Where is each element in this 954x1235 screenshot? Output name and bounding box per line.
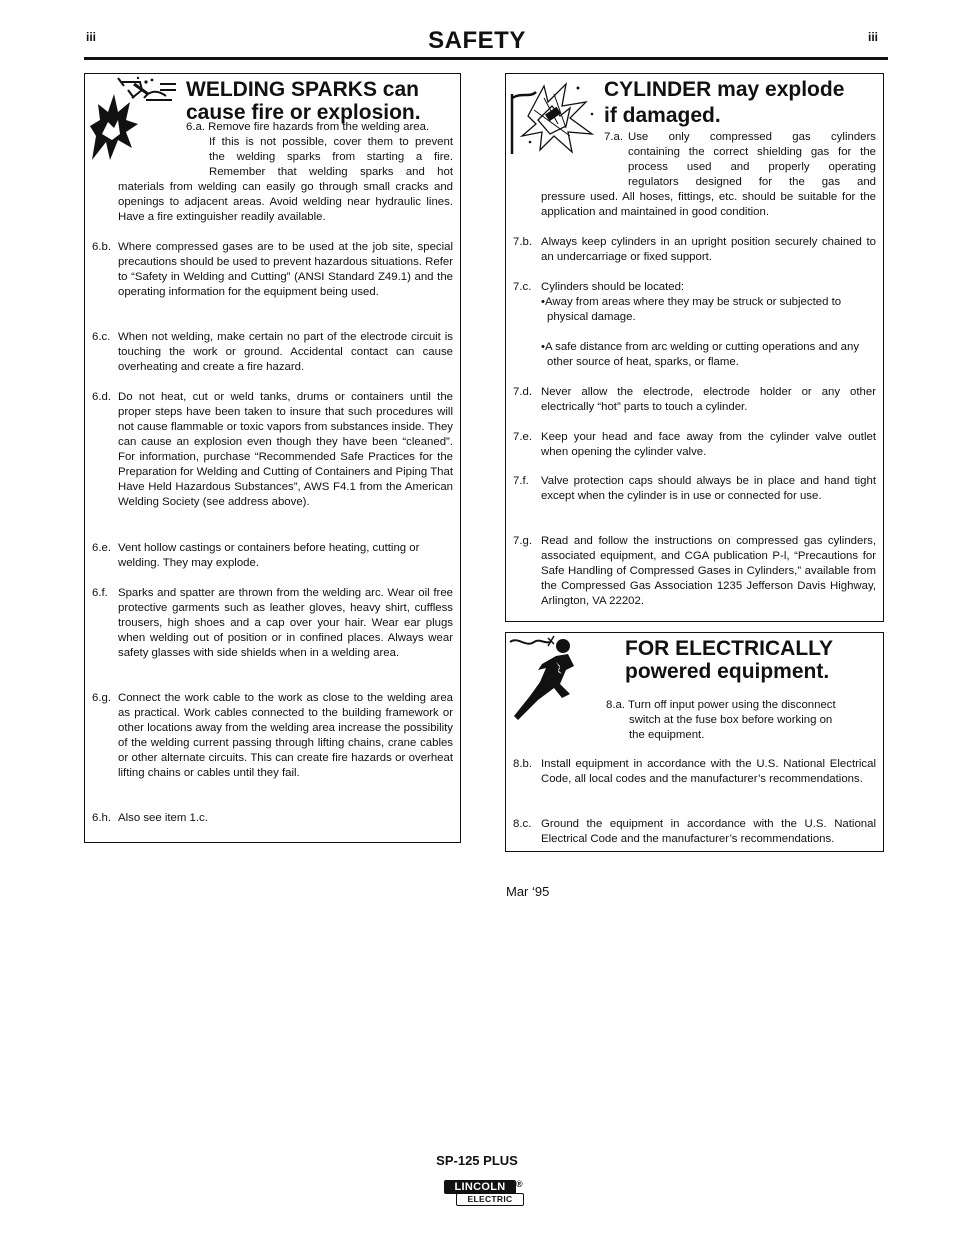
revision-date: Mar ‘95 (506, 884, 550, 899)
electric-shock-icon (508, 634, 578, 722)
item-7f-number: 7.f. (513, 475, 529, 487)
electrical-heading-line2: powered equipment. (625, 660, 830, 683)
item-8a-line1: 8.a. Turn off input power using the disconnect (606, 699, 836, 711)
welding-sparks-heading-line1: WELDING SPARKS can (186, 78, 419, 101)
item-6f-text: Sparks and spatter are thrown from the welding arc. Wear oil free protective garments such as leather gloves, heavy shirt, cuffless trousers, high shoes and a cap over your hair. Wear ear plugs when welding out of position or in confined places. Always wear safety glasses with side shields when in a welding area. (118, 587, 453, 659)
item-7e-text: Keep your head and face away from the cylinder valve outlet when opening the cylinder valve. (541, 431, 876, 458)
item-8b-text: Install equipment in accordance with the U.S. National Electrical Code, all local codes and the manufacturer’s recommendations. (541, 758, 876, 785)
item-7c-bullet-1: •Away from areas where they may be struck or subjected to physical damage. (541, 296, 842, 323)
item-6g-number: 6.g. (92, 692, 111, 704)
item-6a-line2: If this is not possible, cover them to prevent (209, 136, 453, 148)
item-6c-text: When not welding, make certain no part of the electrode circuit is touching the work or ground. Accidental contact can cause overheating and create a fire hazard. (118, 331, 453, 373)
item-7a-continued: pressure used. All hoses, fittings, etc. should be suitable for the application and maintained in good condition. (541, 191, 876, 218)
logo-top-text: LINCOLN (454, 1181, 506, 1193)
page-number-right: iii (868, 30, 879, 44)
item-7c-text: Cylinders should be located: (541, 281, 685, 293)
page-number-left: iii (86, 30, 97, 44)
item-6h-text: Also see item 1.c. (118, 812, 208, 824)
explosion-icon (88, 76, 180, 164)
item-7b-text: Always keep cylinders in an upright position securely chained to an undercarriage or fixed support. (541, 236, 876, 263)
item-6g-text: Connect the work cable to the work as close to the welding area as practical. Work cables connected to the building framework or other locations away from the welding area increase the possibility of the welding current passing through lifting chains, crane cables or other alternate circuits. This can create fire hazards or overheat lifting chains or cables until they fail. (118, 692, 453, 779)
item-6f-number: 6.f. (92, 587, 108, 599)
item-6a-line4: Remember that welding sparks and hot (209, 166, 453, 178)
product-name: SP-125 PLUS (436, 1153, 518, 1168)
item-6e-number: 6.e. (92, 542, 111, 554)
lincoln-electric-logo (444, 1180, 526, 1208)
item-7d-number: 7.d. (513, 386, 532, 398)
item-7a-number: 7.a. (604, 131, 623, 143)
item-6c-number: 6.c. (92, 331, 111, 343)
item-6a-line1: 6.a. Remove fire hazards from the welding area. (186, 121, 430, 133)
item-7g-text: Read and follow the instructions on compressed gas cylinders, associated equipment, and CGA publication P-l, “Precautions for Safe Handling of Compressed Gases in Cylinders,” available from the Compressed Gas Association 1235 Jefferson Davis Highway, Arlington, VA 22202. (541, 535, 876, 607)
electrical-heading-line1: FOR ELECTRICALLY (625, 637, 834, 660)
cylinder-heading-line1: CYLINDER may explode (604, 78, 845, 101)
item-6h-number: 6.h. (92, 812, 111, 824)
item-7f-text: Valve protection caps should always be in place and hand tight except when the cylinder is in use or connected for use. (541, 475, 876, 502)
item-6b-number: 6.b. (92, 241, 111, 253)
item-7d-text: Never allow the electrode, electrode holder or any other electrically “hot” parts to touch a cylinder. (541, 386, 876, 413)
item-8c-number: 8.c. (513, 818, 532, 830)
item-6d-number: 6.d. (92, 391, 111, 403)
item-8b-number: 8.b. (513, 758, 532, 770)
logo-registered-mark: ® (516, 1179, 523, 1189)
logo-bottom-text: ELECTRIC (467, 1194, 513, 1204)
item-7a-line3: process used and properly operating (628, 161, 876, 173)
title-rule (84, 57, 888, 60)
item-6d-text: Do not heat, cut or weld tanks, drums or containers until the proper steps have been taken to insure that such procedures will not cause flammable or toxic vapors from substances inside. They can cause an explosion even though they have been “cleaned”. For information, purchase “Recommended Safe Practices for the Preparation for Welding and Cutting of Containers and Piping That Have Held Hazardous Substances”, AWS F4.1 from the American Welding Society (see address above). (118, 391, 453, 508)
item-7a-line4: regulators designed for the gas and (628, 176, 876, 188)
welding-sparks-heading-line2: cause fire or explosion. (186, 101, 421, 124)
item-8a-line2: switch at the fuse box before working on (629, 714, 833, 726)
item-6a-line3: the welding sparks from starting a fire. (209, 151, 453, 163)
item-7c-bullet-2: •A safe distance from arc welding or cutting operations and any other source of heat, sparks, or flame. (541, 341, 860, 368)
cylinder-explosion-icon (508, 76, 602, 156)
item-7b-number: 7.b. (513, 236, 532, 248)
item-7c-number: 7.c. (513, 281, 532, 293)
item-7g-number: 7.g. (513, 535, 532, 547)
item-6a-continued: materials from welding can easily go through small cracks and openings to adjacent areas. Avoid welding near hydraulic lines. Have a fire extinguisher readily available. (118, 181, 453, 223)
item-7a-line2: containing the correct shielding gas for the (628, 146, 876, 158)
item-8c-text: Ground the equipment in accordance with the U.S. National Electrical Code and the manufacturer’s recommendations. (541, 818, 876, 845)
page-title: SAFETY (428, 27, 526, 54)
item-7e-number: 7.e. (513, 431, 532, 443)
item-8a-line3: the equipment. (629, 729, 705, 741)
cylinder-heading-line2: if damaged. (604, 104, 721, 127)
item-6e-text: Vent hollow castings or containers before heating, cutting or welding. They may explode. (118, 542, 420, 569)
item-6b-text: Where compressed gases are to be used at the job site, special precautions should be used to prevent hazardous situations. Refer to “Safety in Welding and Cutting” (ANSI Standard Z49.1) and the operating information for the equipment being used. (118, 241, 453, 298)
item-7a-line1: Use only compressed gas cylinders (628, 131, 876, 143)
